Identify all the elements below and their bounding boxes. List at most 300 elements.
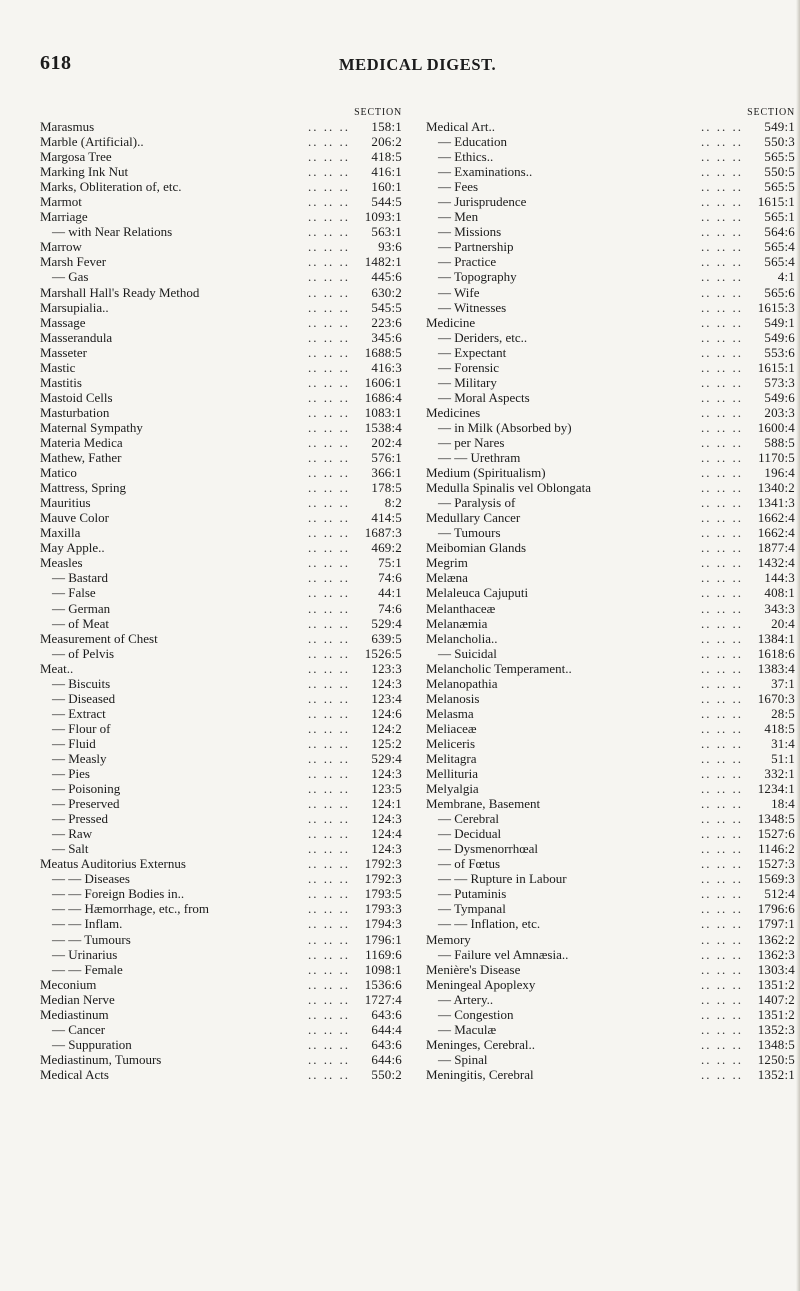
index-term: Marriage xyxy=(40,209,88,225)
leader-dots: .. .. .. xyxy=(701,465,743,481)
section-reference: 144:3 xyxy=(761,570,795,585)
leader-dots: .. .. .. xyxy=(308,374,350,390)
section-reference: 124:3 xyxy=(368,841,402,856)
index-entry xyxy=(40,269,402,284)
index-term: Membrane, Basement xyxy=(426,796,541,812)
section-reference: 643:6 xyxy=(368,1007,402,1022)
index-term: — Partnership xyxy=(438,239,514,255)
leader-dots: .. .. .. xyxy=(308,404,350,420)
index-term: Meconium xyxy=(40,976,97,992)
index-term: Meat.. xyxy=(40,660,74,676)
index-entry xyxy=(40,300,402,315)
index-term: Meliceris xyxy=(426,735,476,751)
section-reference: 469:2 xyxy=(368,540,402,555)
leader-dots: .. .. .. xyxy=(701,570,743,586)
leader-dots: .. .. .. xyxy=(701,991,743,1007)
section-reference: 1796:1 xyxy=(362,932,402,947)
section-reference: 223:6 xyxy=(368,315,402,330)
index-term: Masturbation xyxy=(40,404,110,420)
index-term: — Putaminis xyxy=(438,886,507,902)
leader-dots: .. .. .. xyxy=(701,871,743,887)
index-term: Meliaceæ xyxy=(426,720,477,736)
leader-dots: .. .. .. xyxy=(308,750,350,766)
section-reference: 1618:6 xyxy=(755,646,795,661)
index-entry xyxy=(40,811,402,826)
leader-dots: .. .. .. xyxy=(701,615,743,631)
index-entry xyxy=(426,239,795,254)
leader-dots: .. .. .. xyxy=(701,450,743,466)
leader-dots: .. .. .. xyxy=(308,570,350,586)
index-term: — per Nares xyxy=(438,434,505,450)
index-entry xyxy=(40,480,402,495)
leader-dots: .. .. .. xyxy=(701,976,743,992)
section-reference: 1662:4 xyxy=(755,510,795,525)
leader-dots: .. .. .. xyxy=(308,991,350,1007)
section-reference: 31:4 xyxy=(768,736,795,751)
index-term: — — Inflam. xyxy=(52,916,123,932)
section-reference: 75:1 xyxy=(375,555,402,570)
section-reference: 549:6 xyxy=(761,330,795,345)
leader-dots: .. .. .. xyxy=(701,495,743,511)
section-reference: 1169:6 xyxy=(362,947,402,962)
index-entry xyxy=(40,1052,402,1067)
leader-dots: .. .. .. xyxy=(701,630,743,646)
leader-dots: .. .. .. xyxy=(701,134,743,150)
index-entry xyxy=(426,269,795,284)
index-term: Melancholic Temperament.. xyxy=(426,660,572,676)
index-term: — Flour of xyxy=(52,720,111,736)
index-term: — — Hæmorrhage, etc., from xyxy=(52,901,210,917)
index-term: May Apple.. xyxy=(40,540,105,556)
index-entry xyxy=(426,1037,795,1052)
index-entry xyxy=(40,661,402,676)
leader-dots: .. .. .. xyxy=(701,540,743,556)
leader-dots: .. .. .. xyxy=(308,359,350,375)
leader-dots: .. .. .. xyxy=(308,841,350,857)
section-reference: 1536:6 xyxy=(362,977,402,992)
index-entry xyxy=(426,209,795,224)
index-entry xyxy=(426,811,795,826)
running-head: MEDICAL DIGEST. xyxy=(339,55,497,74)
leader-dots: .. .. .. xyxy=(701,480,743,496)
index-term: Meningitis, Cerebral xyxy=(426,1066,534,1082)
section-reference: 1526:5 xyxy=(362,646,402,661)
index-term: — Tympanal xyxy=(438,901,506,917)
index-entry xyxy=(426,736,795,751)
leader-dots: .. .. .. xyxy=(308,314,350,330)
index-term: — — Female xyxy=(52,961,123,977)
leader-dots: .. .. .. xyxy=(701,254,743,270)
index-term: Masseter xyxy=(40,344,87,360)
leader-dots: .. .. .. xyxy=(308,675,350,691)
index-entry xyxy=(40,781,402,796)
index-term: — Suicidal xyxy=(438,645,497,661)
section-reference: 565:4 xyxy=(761,239,795,254)
leader-dots: .. .. .. xyxy=(308,931,350,947)
index-entry xyxy=(426,916,795,931)
leader-dots: .. .. .. xyxy=(701,419,743,435)
index-entry xyxy=(40,360,402,375)
index-entry xyxy=(40,1067,402,1082)
index-entry xyxy=(426,285,795,300)
section-reference: 1362:3 xyxy=(755,947,795,962)
index-entry xyxy=(40,194,402,209)
index-entry xyxy=(40,977,402,992)
section-reference: 1670:3 xyxy=(755,691,795,706)
index-term: Marasmus xyxy=(40,119,95,134)
index-term: — Artery.. xyxy=(438,991,494,1007)
index-entry xyxy=(426,330,795,345)
index-entry xyxy=(40,330,402,345)
index-entry xyxy=(426,179,795,194)
index-term: — Salt xyxy=(52,841,89,857)
leader-dots: .. .. .. xyxy=(701,1051,743,1067)
leader-dots: .. .. .. xyxy=(308,781,350,797)
section-reference: 1234:1 xyxy=(755,781,795,796)
section-reference: 529:4 xyxy=(368,751,402,766)
index-entry xyxy=(426,435,795,450)
section-reference: 202:4 xyxy=(368,435,402,450)
index-term: — Fees xyxy=(438,179,479,195)
section-reference: 550:2 xyxy=(368,1067,402,1082)
index-term: — Pies xyxy=(52,766,90,782)
leader-dots: .. .. .. xyxy=(701,901,743,917)
leader-dots: .. .. .. xyxy=(701,119,743,134)
index-term: Medical Art.. xyxy=(426,119,495,134)
index-term: Medicines xyxy=(426,404,481,420)
index-term: Meibomian Glands xyxy=(426,540,527,556)
index-entry xyxy=(426,1052,795,1067)
index-term: Marshall Hall's Ready Method xyxy=(40,284,200,300)
index-term: — Suppuration xyxy=(52,1036,132,1052)
index-term: Menière's Disease xyxy=(426,961,521,977)
index-term: Melasma xyxy=(426,705,474,721)
index-term: — Urinarius xyxy=(52,946,118,962)
leader-dots: .. .. .. xyxy=(701,600,743,616)
entry-list xyxy=(426,119,795,1082)
index-entry xyxy=(40,992,402,1007)
section-reference: 630:2 xyxy=(368,285,402,300)
index-term: Marks, Obliteration of, etc. xyxy=(40,179,182,195)
index-term: Melitagra xyxy=(426,750,477,766)
leader-dots: .. .. .. xyxy=(701,1006,743,1022)
index-entry xyxy=(40,1037,402,1052)
leader-dots: .. .. .. xyxy=(701,555,743,571)
leader-dots: .. .. .. xyxy=(308,615,350,631)
index-term: Medical Acts xyxy=(40,1066,109,1082)
index-term: Melanæmia xyxy=(426,615,488,631)
section-reference: 565:6 xyxy=(761,285,795,300)
index-entry xyxy=(40,224,402,239)
index-entry xyxy=(40,947,402,962)
index-entry xyxy=(40,570,402,585)
index-term: — Dysmenorrhœal xyxy=(438,841,539,857)
leader-dots: .. .. .. xyxy=(308,495,350,511)
page-edge-shadow xyxy=(796,0,800,1291)
index-term: — Congestion xyxy=(438,1006,514,1022)
leader-dots: .. .. .. xyxy=(701,269,743,285)
section-reference: 93:6 xyxy=(375,239,402,254)
leader-dots: .. .. .. xyxy=(701,525,743,541)
index-entry xyxy=(426,601,795,616)
index-entry xyxy=(426,886,795,901)
index-entry xyxy=(40,901,402,916)
leader-dots: .. .. .. xyxy=(308,690,350,706)
section-reference: 1352:1 xyxy=(755,1067,795,1082)
leader-dots: .. .. .. xyxy=(701,510,743,526)
index-term: — Witnesses xyxy=(438,299,507,315)
leader-dots: .. .. .. xyxy=(701,946,743,962)
index-term: — Pressed xyxy=(52,811,108,827)
index-term: — — Inflation, etc. xyxy=(438,916,541,932)
page-number: 618 xyxy=(40,52,72,74)
index-term: Melancholia.. xyxy=(426,630,498,646)
section-reference: 1482:1 xyxy=(362,254,402,269)
page-header xyxy=(0,52,800,76)
leader-dots: .. .. .. xyxy=(701,224,743,240)
index-entry xyxy=(40,164,402,179)
index-term: — Practice xyxy=(438,254,497,270)
index-entry xyxy=(40,676,402,691)
leader-dots: .. .. .. xyxy=(308,555,350,571)
index-term: Marrow xyxy=(40,239,82,255)
index-entry xyxy=(426,390,795,405)
index-term: — Missions xyxy=(438,224,502,240)
leader-dots: .. .. .. xyxy=(308,735,350,751)
index-entry xyxy=(40,450,402,465)
index-term: Mauve Color xyxy=(40,510,109,526)
leader-dots: .. .. .. xyxy=(701,705,743,721)
section-reference: 1615:1 xyxy=(755,194,795,209)
section-reference: 414:5 xyxy=(368,510,402,525)
index-term: Mastitis xyxy=(40,374,82,390)
leader-dots: .. .. .. xyxy=(308,134,350,150)
leader-dots: .. .. .. xyxy=(701,735,743,751)
leader-dots: .. .. .. xyxy=(308,119,350,134)
index-term: — Poisoning xyxy=(52,781,121,797)
section-reference: 37:1 xyxy=(768,676,795,691)
index-entry xyxy=(40,1007,402,1022)
leader-dots: .. .. .. xyxy=(308,224,350,240)
section-reference: 564:6 xyxy=(761,224,795,239)
index-term: Mellituria xyxy=(426,766,478,782)
index-entry xyxy=(40,465,402,480)
index-term: Meatus Auditorius Externus xyxy=(40,856,186,872)
leader-dots: .. .. .. xyxy=(308,901,350,917)
leader-dots: .. .. .. xyxy=(308,1021,350,1037)
section-reference: 549:1 xyxy=(761,315,795,330)
section-reference: 1687:3 xyxy=(362,525,402,540)
index-entry xyxy=(40,886,402,901)
index-term: — with Near Relations xyxy=(52,224,173,240)
index-term: — Fluid xyxy=(52,735,96,751)
section-reference: 553:6 xyxy=(761,345,795,360)
section-reference: 1600:4 xyxy=(755,420,795,435)
index-term: — Men xyxy=(438,209,479,225)
index-term: Melanopathia xyxy=(426,675,498,691)
leader-dots: .. .. .. xyxy=(701,209,743,225)
index-term: — Extract xyxy=(52,705,106,721)
section-reference: 18:4 xyxy=(768,796,795,811)
index-entry xyxy=(40,390,402,405)
index-term: Materia Medica xyxy=(40,434,123,450)
section-reference: 196:4 xyxy=(761,465,795,480)
section-reference: 51:1 xyxy=(768,751,795,766)
section-reference: 124:3 xyxy=(368,766,402,781)
leader-dots: .. .. .. xyxy=(701,720,743,736)
section-reference: 573:3 xyxy=(761,375,795,390)
section-reference: 332:1 xyxy=(761,766,795,781)
index-entry xyxy=(426,375,795,390)
section-reference: 124:3 xyxy=(368,676,402,691)
section-reference: 1250:5 xyxy=(755,1052,795,1067)
leader-dots: .. .. .. xyxy=(308,946,350,962)
leader-dots: .. .. .. xyxy=(308,871,350,887)
section-reference: 1146:2 xyxy=(755,841,795,856)
index-entry xyxy=(426,841,795,856)
index-entry xyxy=(426,119,795,134)
index-entry xyxy=(40,751,402,766)
leader-dots: .. .. .. xyxy=(701,179,743,195)
index-entry xyxy=(40,495,402,510)
section-reference: 1796:6 xyxy=(755,901,795,916)
section-reference: 644:4 xyxy=(368,1022,402,1037)
section-reference: 1615:3 xyxy=(755,300,795,315)
leader-dots: .. .. .. xyxy=(701,856,743,872)
leader-dots: .. .. .. xyxy=(701,766,743,782)
index-term: Matico xyxy=(40,465,77,481)
index-term: — Education xyxy=(438,134,507,150)
leader-dots: .. .. .. xyxy=(701,194,743,210)
index-term: Medullary Cancer xyxy=(426,510,521,526)
index-term: — Raw xyxy=(52,826,93,842)
section-reference: 529:4 xyxy=(368,616,402,631)
leader-dots: .. .. .. xyxy=(701,314,743,330)
section-reference: 512:4 xyxy=(761,886,795,901)
section-reference: 418:5 xyxy=(761,721,795,736)
section-reference: 123:4 xyxy=(368,691,402,706)
section-reference: 1792:3 xyxy=(362,856,402,871)
section-reference: 1362:2 xyxy=(755,932,795,947)
index-term: — German xyxy=(52,600,111,616)
leader-dots: .. .. .. xyxy=(308,239,350,255)
section-reference: 124:6 xyxy=(368,706,402,721)
index-term: Marmot xyxy=(40,194,82,210)
index-term: — Maculæ xyxy=(438,1021,497,1037)
index-entry xyxy=(426,766,795,781)
section-reference: 1383:4 xyxy=(755,661,795,676)
leader-dots: .. .. .. xyxy=(308,209,350,225)
section-reference: 1662:4 xyxy=(755,525,795,540)
section-reference: 1093:1 xyxy=(362,209,402,224)
leader-dots: .. .. .. xyxy=(308,1006,350,1022)
index-entry xyxy=(426,149,795,164)
index-term: — — Foreign Bodies in.. xyxy=(52,886,185,902)
section-reference: 1303:4 xyxy=(755,962,795,977)
index-entry xyxy=(426,947,795,962)
index-entry xyxy=(426,962,795,977)
index-entry xyxy=(426,164,795,179)
leader-dots: .. .. .. xyxy=(701,811,743,827)
index-term: — of Pelvis xyxy=(52,645,115,661)
index-entry xyxy=(426,1007,795,1022)
leader-dots: .. .. .. xyxy=(308,164,350,180)
index-entry xyxy=(40,179,402,194)
leader-dots: .. .. .. xyxy=(308,465,350,481)
index-entry xyxy=(426,616,795,631)
section-reference: 550:5 xyxy=(761,164,795,179)
index-term: Meningeal Apoplexy xyxy=(426,976,536,992)
index-entry xyxy=(426,420,795,435)
section-reference: 1341:3 xyxy=(755,495,795,510)
leader-dots: .. .. .. xyxy=(308,480,350,496)
index-term: Medium (Spiritualism) xyxy=(426,465,546,481)
index-entry xyxy=(426,901,795,916)
leader-dots: .. .. .. xyxy=(701,359,743,375)
leader-dots: .. .. .. xyxy=(308,419,350,435)
section-reference: 124:2 xyxy=(368,721,402,736)
index-term: — Gas xyxy=(52,269,89,285)
index-term: — Wife xyxy=(438,284,480,300)
section-reference: 1793:5 xyxy=(362,886,402,901)
section-reference: 160:1 xyxy=(368,179,402,194)
index-term: Marsh Fever xyxy=(40,254,107,270)
index-entry xyxy=(40,616,402,631)
section-reference: 203:3 xyxy=(761,405,795,420)
index-term: — Examinations.. xyxy=(438,164,533,180)
index-entry xyxy=(426,134,795,149)
leader-dots: .. .. .. xyxy=(701,374,743,390)
section-reference: 1792:3 xyxy=(362,871,402,886)
leader-dots: .. .. .. xyxy=(308,811,350,827)
index-entry xyxy=(40,1022,402,1037)
index-entry xyxy=(426,1067,795,1082)
leader-dots: .. .. .. xyxy=(701,961,743,977)
index-term: — Diseased xyxy=(52,690,116,706)
leader-dots: .. .. .. xyxy=(308,525,350,541)
section-reference: 1686:4 xyxy=(362,390,402,405)
index-entry xyxy=(40,706,402,721)
index-term: — Cancer xyxy=(52,1021,106,1037)
leader-dots: .. .. .. xyxy=(701,344,743,360)
index-entry xyxy=(426,570,795,585)
index-entry xyxy=(426,751,795,766)
index-entry xyxy=(426,495,795,510)
index-entry xyxy=(426,871,795,886)
index-entry xyxy=(426,585,795,600)
index-term: — Expectant xyxy=(438,344,507,360)
leader-dots: .. .. .. xyxy=(308,434,350,450)
leader-dots: .. .. .. xyxy=(701,239,743,255)
index-term: — Paralysis of xyxy=(438,495,516,511)
index-term: — of Meat xyxy=(52,615,110,631)
section-reference: 1797:1 xyxy=(755,916,795,931)
index-entry xyxy=(426,345,795,360)
section-reference: 8:2 xyxy=(382,495,402,510)
section-reference: 549:6 xyxy=(761,390,795,405)
leader-dots: .. .. .. xyxy=(308,886,350,902)
section-reference: 565:4 xyxy=(761,254,795,269)
index-entry xyxy=(40,932,402,947)
index-term: Mauritius xyxy=(40,495,91,511)
leader-dots: .. .. .. xyxy=(701,149,743,165)
section-reference: 408:1 xyxy=(761,585,795,600)
index-term: Medulla Spinalis vel Oblongata xyxy=(426,480,592,496)
index-entry xyxy=(426,706,795,721)
index-term: Mathew, Father xyxy=(40,450,122,466)
index-entry xyxy=(426,1022,795,1037)
section-reference: 545:5 xyxy=(368,300,402,315)
